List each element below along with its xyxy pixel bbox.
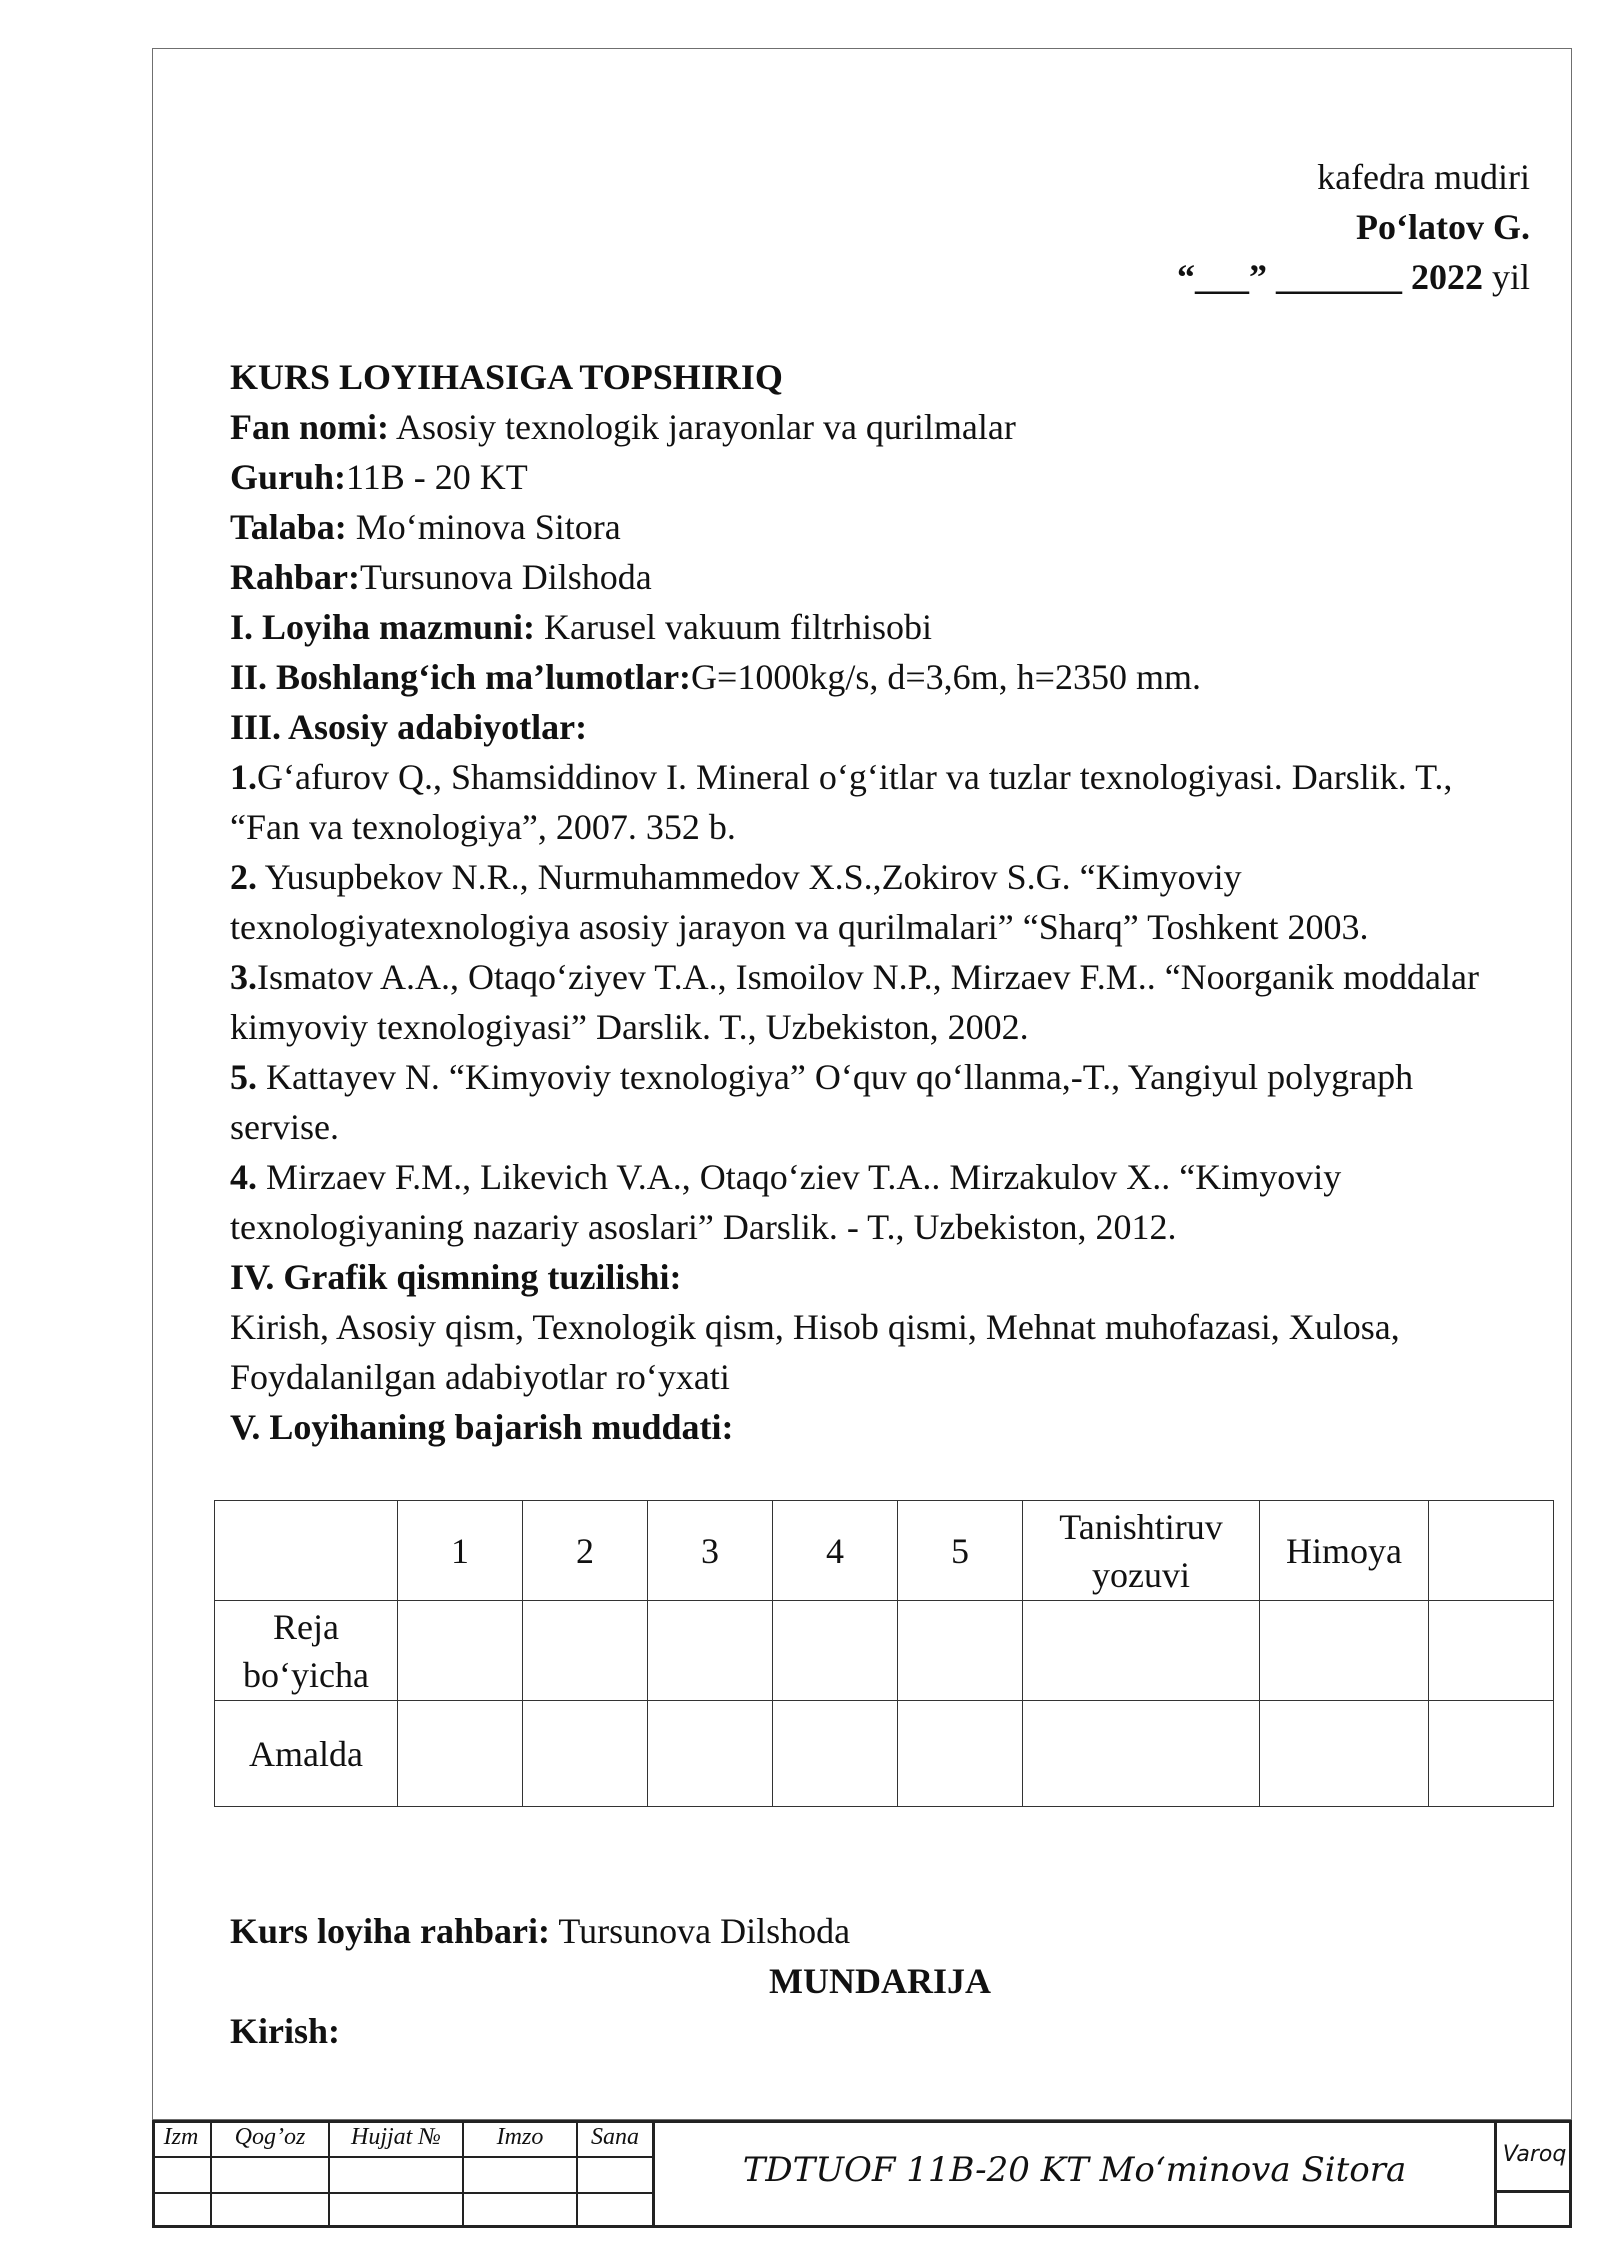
- assignment-heading: KURS LOYIHASIGA TOPSHIRIQ: [230, 357, 783, 397]
- kirish-heading: Kirish:: [230, 2011, 341, 2051]
- stamp-divider: [1494, 2120, 1497, 2228]
- supervisor-line: Kurs loyiha rahbari: Tursunova Dilshoda: [230, 1911, 851, 1951]
- reference-item: 3.Ismatov A.A., Otaqo‘ziyev T.A., Ismoilov N.P., Mirzaev F.M.. “Noorganik moddalar kimyoviy texnologiyasi” Darslik. T., Uzbekiston, 2002.: [230, 957, 1479, 1047]
- reference-item: 1.G‘afurov Q., Shamsiddinov I. Mineral o‘g‘itlar va tuzlar texnologiyasi. Darslik. T., “Fan va texnologiya”, 2007. 352 b.: [230, 757, 1453, 847]
- approval-position: kafedra mudiri: [1317, 157, 1530, 197]
- section-4: IV. Grafik qismning tuzilishi:: [230, 1257, 682, 1297]
- table-cell: [523, 1601, 648, 1701]
- title-stamp: [152, 2120, 1572, 2228]
- table-cell: 5: [898, 1501, 1023, 1601]
- assignment-content: [230, 352, 1530, 1452]
- field-rahbar: Rahbar:Tursunova Dilshoda: [230, 557, 652, 597]
- stamp-col-sana: Sana: [591, 2124, 639, 2150]
- table-cell: [1260, 1601, 1429, 1701]
- reference-item: 5. Kattayev N. “Kimyoviy texnologiya” O‘quv qo‘llanma,-T., Yangiyul polygraph servise.: [230, 1057, 1414, 1147]
- table-cell: 1: [398, 1501, 523, 1601]
- table-cell: Himoya: [1260, 1501, 1429, 1601]
- table-row: [215, 1601, 1554, 1701]
- approval-block: [1177, 152, 1530, 302]
- table-cell: [1023, 1701, 1260, 1807]
- table-cell: [523, 1701, 648, 1807]
- table-cell: [773, 1601, 898, 1701]
- section-3: III. Asosiy adabiyotlar:: [230, 707, 588, 747]
- field-talaba: Talaba: Mo‘minova Sitora: [230, 507, 621, 547]
- table-cell: [1429, 1501, 1554, 1601]
- table-cell: 3: [648, 1501, 773, 1601]
- section-5: V. Loyihaning bajarish muddati:: [230, 1407, 734, 1447]
- table-cell: [648, 1701, 773, 1807]
- stamp-divider: [152, 2192, 652, 2194]
- table-row: [215, 1701, 1554, 1807]
- stamp-divider: [152, 2156, 652, 2158]
- reference-item: 4. Mirzaev F.M., Likevich V.A., Otaqo‘ziev T.A.. Mirzakulov X.. “Kimyoviy texnologiyaning nazariy asoslari” Darslik. - T., Uzbekiston, 2012.: [230, 1157, 1342, 1247]
- table-row: [215, 1501, 1554, 1601]
- table-cell: [648, 1601, 773, 1701]
- stamp-varoq: Varoq: [1502, 2142, 1567, 2167]
- stamp-title: TDTUOF 11B-20 KT Mo‘minova Sitora: [742, 2150, 1407, 2190]
- section-1: I. Loyiha mazmuni: Karusel vakuum filtrhisobi: [230, 607, 932, 647]
- schedule-table: [214, 1500, 1554, 1807]
- table-cell: 4: [773, 1501, 898, 1601]
- approval-name: Po‘latov G.: [1356, 207, 1530, 247]
- table-cell: [398, 1701, 523, 1807]
- table-cell: 2: [523, 1501, 648, 1601]
- section-4-value: Kirish, Asosiy qism, Texnologik qism, Hisob qismi, Mehnat muhofazasi, Xulosa, Foydalanilgan adabiyotlar ro‘yxati: [230, 1307, 1400, 1397]
- table-cell: [898, 1601, 1023, 1701]
- table-cell: [1260, 1701, 1429, 1807]
- table-cell: [215, 1501, 398, 1601]
- stamp-col-imzo: Imzo: [496, 2124, 544, 2150]
- table-cell: [1429, 1701, 1554, 1807]
- mundarija-heading: MUNDARIJA: [769, 1961, 991, 2001]
- stamp-col-qogoz: Qog’oz: [234, 2124, 306, 2150]
- table-cell: Tanishtiruv yozuvi: [1023, 1501, 1260, 1601]
- stamp-divider: [1494, 2190, 1572, 2193]
- table-cell: [398, 1601, 523, 1701]
- row-label-actual: Amalda: [215, 1701, 398, 1807]
- approval-date: “___” _______ 2022 yil: [1176, 257, 1530, 297]
- reference-item: 2. Yusupbekov N.R., Nurmuhammedov X.S.,Zokirov S.G. “Kimyoviy texnologiyatexnologiya asosiy jarayon va qurilmalari” “Sharq” Toshkent 2003.: [230, 857, 1369, 947]
- table-cell: [898, 1701, 1023, 1807]
- table-cell: [1429, 1601, 1554, 1701]
- table-cell: [1023, 1601, 1260, 1701]
- stamp-col-izm: Izm: [163, 2124, 199, 2150]
- row-label-plan: Reja bo‘yicha: [215, 1601, 398, 1701]
- field-guruh: Guruh:11B - 20 KT: [230, 457, 528, 497]
- stamp-col-hujjat: Hujjat №: [351, 2124, 441, 2150]
- footer-text: [230, 1906, 1530, 2056]
- table-cell: [773, 1701, 898, 1807]
- section-2: II. Boshlang‘ich ma’lumotlar:G=1000kg/s, d=3,6m, h=2350 mm.: [230, 657, 1201, 697]
- field-fan: Fan nomi: Asosiy texnologik jarayonlar va qurilmalar: [230, 407, 1016, 447]
